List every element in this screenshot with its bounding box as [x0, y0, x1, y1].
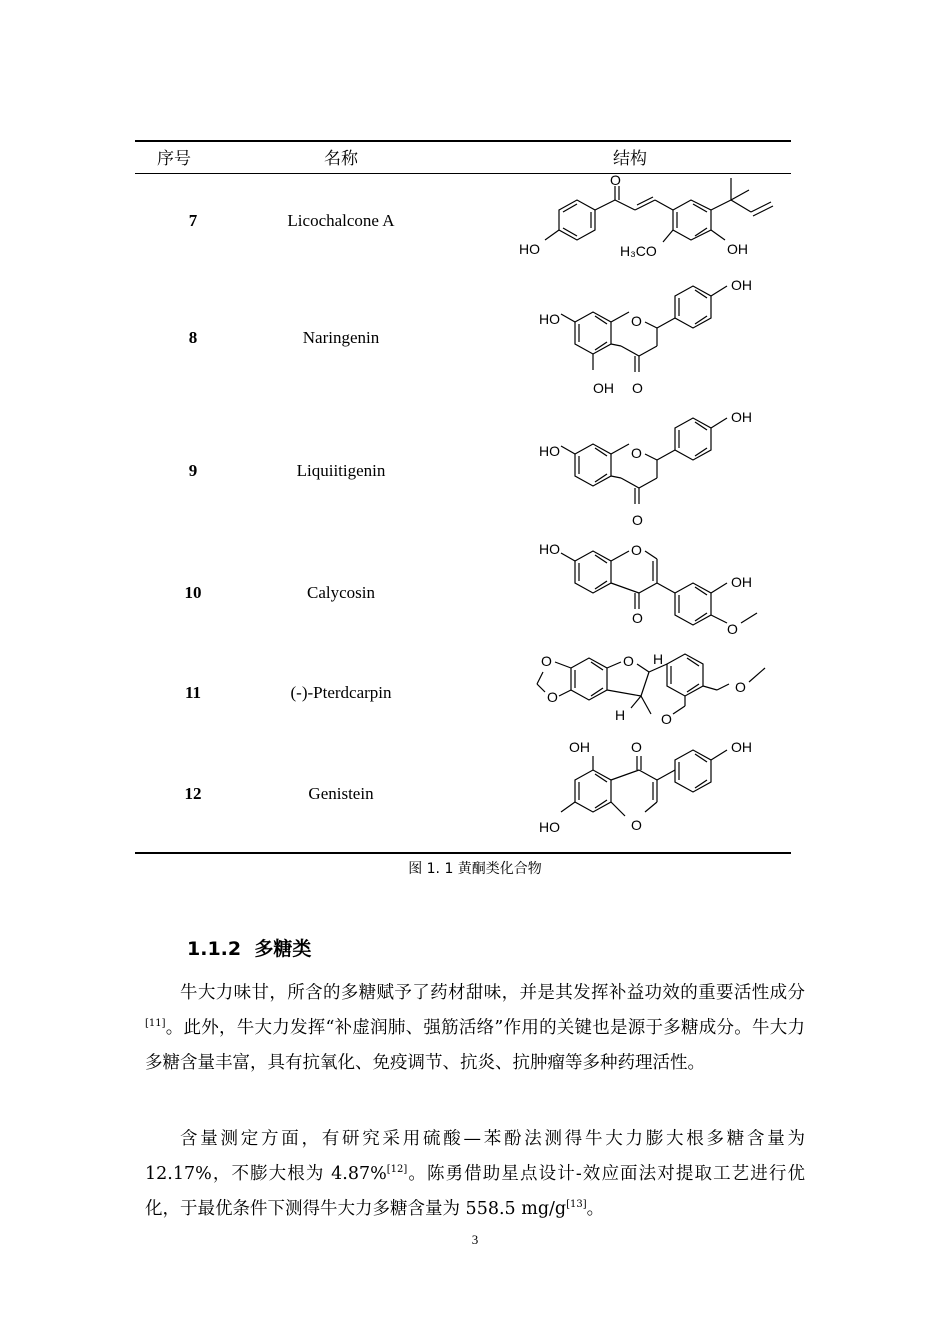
svg-text:O: O: [632, 512, 643, 528]
svg-text:OH: OH: [593, 380, 614, 396]
calycosin-structure: [535, 537, 765, 637]
row-name: Genistein: [308, 784, 374, 803]
svg-text:H: H: [615, 707, 626, 723]
svg-text:O: O: [631, 817, 642, 833]
svg-text:OH: OH: [731, 409, 752, 425]
svg-text:OH: OH: [731, 739, 752, 755]
svg-text:HO: HO: [539, 541, 560, 557]
row-no: 9: [188, 461, 198, 480]
row-no: 7: [188, 211, 198, 230]
svg-text:O: O: [631, 445, 642, 461]
svg-text:O: O: [735, 679, 746, 695]
naringenin-structure: [535, 272, 765, 398]
liquiritigenin-structure: [535, 404, 765, 530]
section-number: 1.1.2: [187, 938, 242, 960]
svg-text:OH: OH: [727, 241, 748, 257]
genistein-structure: [535, 736, 765, 840]
svg-text:OH: OH: [731, 277, 752, 293]
section-title: 多糖类: [254, 938, 312, 960]
citation: [13]: [566, 1199, 587, 1211]
row-name: (-)-Pterdcarpin: [290, 683, 392, 702]
row-name: Licochalcone A: [287, 211, 395, 230]
svg-text:H: H: [653, 651, 664, 667]
citation: [11]: [145, 1018, 166, 1030]
table-bottom-rule: [135, 852, 791, 854]
header-structure: 结构: [613, 149, 647, 169]
svg-text:OH: OH: [569, 739, 590, 755]
svg-text:O: O: [632, 610, 643, 626]
header-no: 序号: [157, 149, 191, 169]
row-no: 8: [188, 328, 198, 347]
figure-caption: 图 1. 1 黄酮类化合物: [408, 861, 542, 877]
svg-text:O: O: [631, 313, 642, 329]
svg-text:O: O: [661, 711, 672, 727]
svg-text:O: O: [727, 621, 738, 637]
row-name: Naringenin: [302, 328, 380, 347]
svg-text:O: O: [541, 653, 552, 669]
svg-text:HO: HO: [539, 311, 560, 327]
header-name: 名称: [324, 149, 358, 169]
svg-text:O: O: [547, 689, 558, 705]
row-no: 11: [184, 683, 202, 702]
page-number: 3: [471, 1232, 479, 1247]
svg-text:O: O: [623, 653, 634, 669]
citation: [12]: [386, 1164, 408, 1176]
svg-text:O: O: [632, 380, 643, 396]
svg-text:O: O: [610, 172, 621, 188]
section-heading: [187, 934, 311, 961]
svg-text:O: O: [631, 739, 642, 755]
pterocarpin-structure: [535, 644, 775, 728]
row-no: 12: [184, 784, 202, 803]
licochalcone-a-structure: [515, 172, 785, 264]
svg-text:OH: OH: [731, 574, 752, 590]
svg-text:H₃CO: H₃CO: [620, 243, 657, 259]
svg-text:HO: HO: [539, 819, 560, 835]
paragraph: 含量测定方面，有研究采用硫酸—苯酚法测得牛大力膨大根多糖含量为12.17%，不膨大根为 4.87%[12]。陈勇借助星点设计-效应面法对提取工艺进行优化，于最优条件下测得牛大力多糖含量为 558.5 mg/g[13]。: [145, 1129, 805, 1219]
row-name: Calycosin: [307, 583, 375, 602]
paragraph: 牛大力味甘，所含的多糖赋予了药材甜味，并是其发挥补益功效的重要活性成分[11]。此外，牛大力发挥“补虚润肺、强筋活络”作用的关键也是源于多糖成分。牛大力多糖含量丰富，具有抗氧化、免疫调节、抗炎、抗肿瘤等多种药理活性。: [145, 983, 805, 1073]
svg-text:O: O: [631, 542, 642, 558]
ho-label: HO: [519, 241, 540, 257]
svg-text:HO: HO: [539, 443, 560, 459]
row-name: Liquiitigenin: [296, 461, 386, 480]
table-top-rule: [135, 140, 791, 142]
row-no: 10: [184, 583, 202, 602]
